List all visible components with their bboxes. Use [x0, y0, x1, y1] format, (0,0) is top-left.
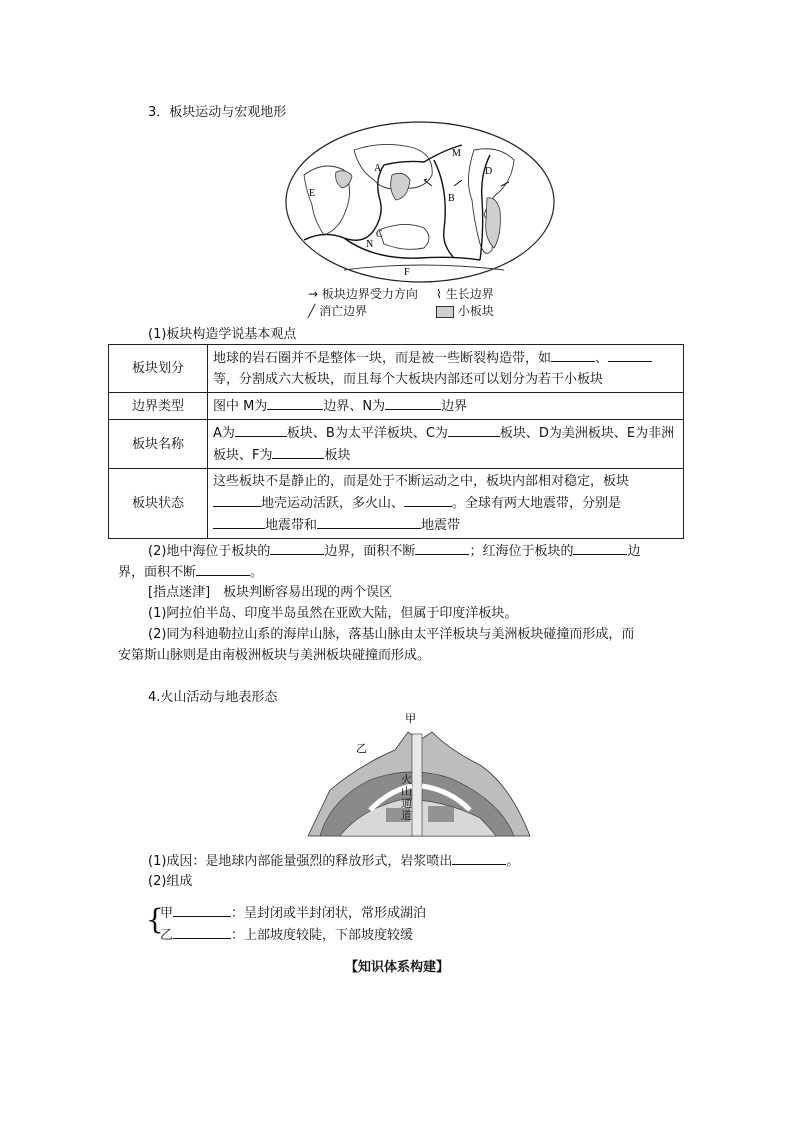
blank-fill[interactable]	[415, 540, 469, 555]
map-label-d: D	[485, 166, 493, 177]
volcano-diagram	[300, 710, 536, 838]
row-body-division: 地球的岩石圈并不是整体一块，而是被一些断裂构造带，如 、 等，分割成六大板块，而且每个大板块内部还可以划分为若干小板块	[208, 345, 684, 393]
map-label-f: F	[404, 267, 410, 278]
section-3-title: 3．板块运动与宏观地形	[148, 105, 287, 120]
row-body-state: 这些板块不是静止的，而是处于不断运动之中，板块内部相对稳定，板块 地壳运动活跃，多火山、 。全球有两大地震带，分别是 地震带和 地震带	[208, 469, 684, 539]
legend-growth	[436, 285, 494, 302]
blank-fill[interactable]	[173, 902, 231, 917]
table-row	[109, 393, 684, 420]
tip-title: [指点迷津] 板块判断容易出现的两个误区	[148, 585, 393, 600]
plate-map-svg	[284, 120, 556, 285]
legend-small-plate	[436, 302, 494, 319]
map-legend	[308, 285, 548, 319]
blank-fill[interactable]	[196, 561, 250, 576]
blank-fill[interactable]	[267, 395, 323, 410]
sub2-line2: 界，面积不断 。	[118, 561, 263, 584]
row-body-boundary: 图中 M为 边界、N为 边界	[208, 393, 684, 420]
volcano-label-yi: 乙	[356, 742, 367, 755]
row-body-names: A为 板块、B为太平洋板块、C为 板块、D为美洲板块、E为非洲板块、F为 板块	[208, 420, 684, 469]
blank-fill[interactable]	[213, 514, 265, 529]
jia-line: 甲 ：呈封闭或半封闭状，常形成湖泊	[160, 902, 426, 924]
small-plate-swatch-icon	[436, 306, 454, 318]
arrow-icon: →	[308, 287, 319, 301]
row-head-state: 板块状态	[109, 469, 208, 539]
blank-fill[interactable]	[385, 395, 441, 410]
row-head-names: 板块名称	[109, 420, 208, 469]
legend-subduction-label: 消亡边界	[319, 304, 368, 318]
composition-title: (2)组成	[148, 874, 193, 889]
blank-fill[interactable]	[235, 422, 287, 437]
blank-fill[interactable]	[270, 540, 324, 555]
blank-fill[interactable]	[272, 444, 324, 459]
row-head-division: 板块划分	[109, 345, 208, 393]
blank-fill[interactable]	[404, 492, 452, 507]
plate-map	[284, 120, 556, 285]
map-label-m: M	[452, 148, 461, 159]
blank-fill[interactable]	[213, 492, 261, 507]
tip-1: (1)阿拉伯半岛、印度半岛虽然在亚欧大陆，但属于印度洋板块。	[148, 606, 518, 621]
plate-theory-table	[108, 344, 684, 539]
cause-line: (1)成因：是地球内部能量强烈的释放形式，岩浆喷出 。	[148, 850, 519, 873]
growth-boundary-icon: ⌇	[436, 287, 442, 301]
blank-fill[interactable]	[452, 850, 506, 865]
section-4-title: 4.火山活动与地表形态	[148, 690, 278, 705]
brace-icon: {	[146, 903, 164, 936]
legend-small-plate-label: 小板块	[457, 304, 494, 318]
volcano-label-channel: 火山通道	[401, 773, 412, 822]
volcano-label-jia: 甲	[405, 712, 416, 725]
legend-growth-label: 生长边界	[445, 287, 494, 301]
blank-fill[interactable]	[317, 514, 421, 529]
blank-fill[interactable]	[573, 540, 627, 555]
blank-fill[interactable]	[551, 347, 595, 362]
subduction-boundary-icon: ╱	[308, 304, 316, 318]
blank-fill[interactable]	[608, 347, 652, 362]
tip-2a: (2)同为科迪勒拉山系的海岸山脉，落基山脉由太平洋板块与美洲板块碰撞而形成，而	[148, 627, 635, 642]
map-label-c: C	[376, 229, 383, 240]
map-label-a: A	[374, 163, 382, 174]
map-label-n: N	[366, 239, 374, 250]
yi-line: 乙 ：上部坡度较陡，下部坡度较缓	[160, 924, 413, 946]
legend-force	[308, 285, 418, 302]
volcano-svg	[300, 710, 536, 838]
sub1-title: (1)板块构造学说基本观点	[148, 327, 297, 342]
tip-2b: 安第斯山脉则是由南极洲板块与美洲板块碰撞而形成。	[118, 648, 431, 663]
map-label-b: B	[448, 193, 455, 204]
legend-force-label: 板块边界受力方向	[321, 287, 418, 301]
map-label-e: E	[309, 188, 316, 199]
legend-subduction	[308, 302, 367, 319]
sub2-line1: (2)地中海位于板块的 边界，面积不断 ；红海位于板块的 边	[148, 540, 688, 563]
table-row	[109, 345, 684, 393]
blank-fill[interactable]	[173, 924, 231, 939]
row-head-boundary: 边界类型	[109, 393, 208, 420]
knowledge-heading: 【知识体系构建】	[344, 960, 449, 975]
table-row	[109, 420, 684, 469]
table-row	[109, 469, 684, 539]
blank-fill[interactable]	[448, 422, 500, 437]
